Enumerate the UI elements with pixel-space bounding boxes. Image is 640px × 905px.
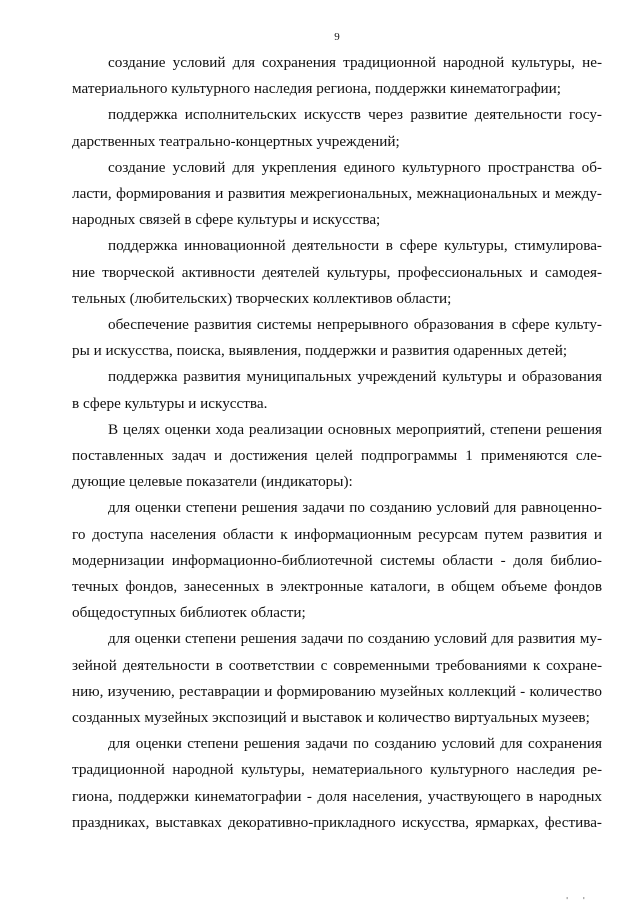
text-line: поддержка развития муниципальных учреждений культуры и образования: [108, 368, 602, 386]
paragraph: [72, 50, 602, 102]
text-line: тельных (любительских) творческих коллективов области;: [72, 289, 452, 307]
paragraph: [72, 233, 602, 312]
page-number: 9: [334, 31, 340, 43]
text-line: материального культурного наследия региона, поддержки кинематографии;: [72, 80, 562, 98]
paragraph: [72, 102, 602, 154]
paragraph: [72, 155, 602, 234]
paragraph: [72, 417, 602, 496]
document-page: [72, 30, 602, 836]
text-line: нию, изучению, реставрации и формированию музейных коллекций - количество: [72, 682, 602, 700]
text-line: поставленных задач и достижения целей подпрограммы 1 применяются сле-: [72, 447, 602, 465]
text-line: общедоступных библиотек области;: [72, 604, 306, 622]
text-line: праздниках, выставках декоративно-прикладного искусства, ярмарках, фестива-: [72, 813, 602, 831]
paragraph: [72, 731, 602, 836]
text-line: поддержка исполнительских искусств через развитие деятельности госу-: [108, 106, 602, 124]
text-line: созданных музейных экспозиций и выставок и количество виртуальных музеев;: [72, 709, 590, 727]
text-line: ласти, формирования и развития межрегиональных, межнациональных и между-: [72, 185, 602, 203]
paragraph: [72, 312, 602, 364]
text-line: в сфере культуры и искусства.: [72, 394, 268, 412]
text-line: дующие целевые показатели (индикаторы):: [72, 473, 353, 491]
text-line: поддержка инновационной деятельности в сфере культуры, стимулирова-: [108, 237, 602, 255]
text-line: гиона, поддержки кинематографии - доля населения, участвующего в народных: [72, 787, 602, 805]
paragraph: [72, 364, 602, 416]
text-line: создание условий для сохранения традиционной народной культуры, не-: [108, 54, 602, 71]
text-line: народных связей в сфере культуры и искусства;: [72, 211, 381, 229]
text-line: зейной деятельности в соответствии с современными требованиями к сохране-: [72, 656, 602, 674]
text-line: модернизации информационно-библиотечной системы области - доля библио-: [72, 551, 602, 569]
text-line: В целях оценки хода реализации основных мероприятий, степени решения: [108, 420, 602, 438]
paragraph: [72, 495, 602, 626]
text-line: дарственных театрально-концертных учреждений;: [72, 132, 400, 150]
paragraph: [72, 626, 602, 731]
text-line: ры и искусства, поиска, выявления, поддержки и развития одаренных детей;: [72, 342, 568, 360]
scan-corner-mark: ' ': [566, 896, 591, 905]
text-line: течных фондов, занесенных в электронные каталоги, в общем объеме фондов: [72, 578, 602, 596]
text-line: создание условий для укрепления единого культурного пространства об-: [108, 158, 602, 176]
text-line: го доступа населения области к информационным ресурсам путем развития и: [72, 525, 602, 543]
text-line: для оценки степени решения задачи по созданию условий для равноценно-: [108, 499, 602, 517]
text-line: ние творческой активности деятелей культуры, профессиональных и самодея-: [72, 263, 602, 281]
text-line: для оценки степени решения задачи по созданию условий для сохранения: [108, 735, 602, 753]
document-body: [72, 50, 602, 836]
text-line: традиционной народной культуры, нематериального культурного наследия ре-: [72, 761, 602, 779]
text-line: для оценки степени решения задачи по созданию условий для развития му-: [108, 630, 602, 648]
text-line: обеспечение развития системы непрерывного образования в сфере культу-: [108, 316, 602, 334]
